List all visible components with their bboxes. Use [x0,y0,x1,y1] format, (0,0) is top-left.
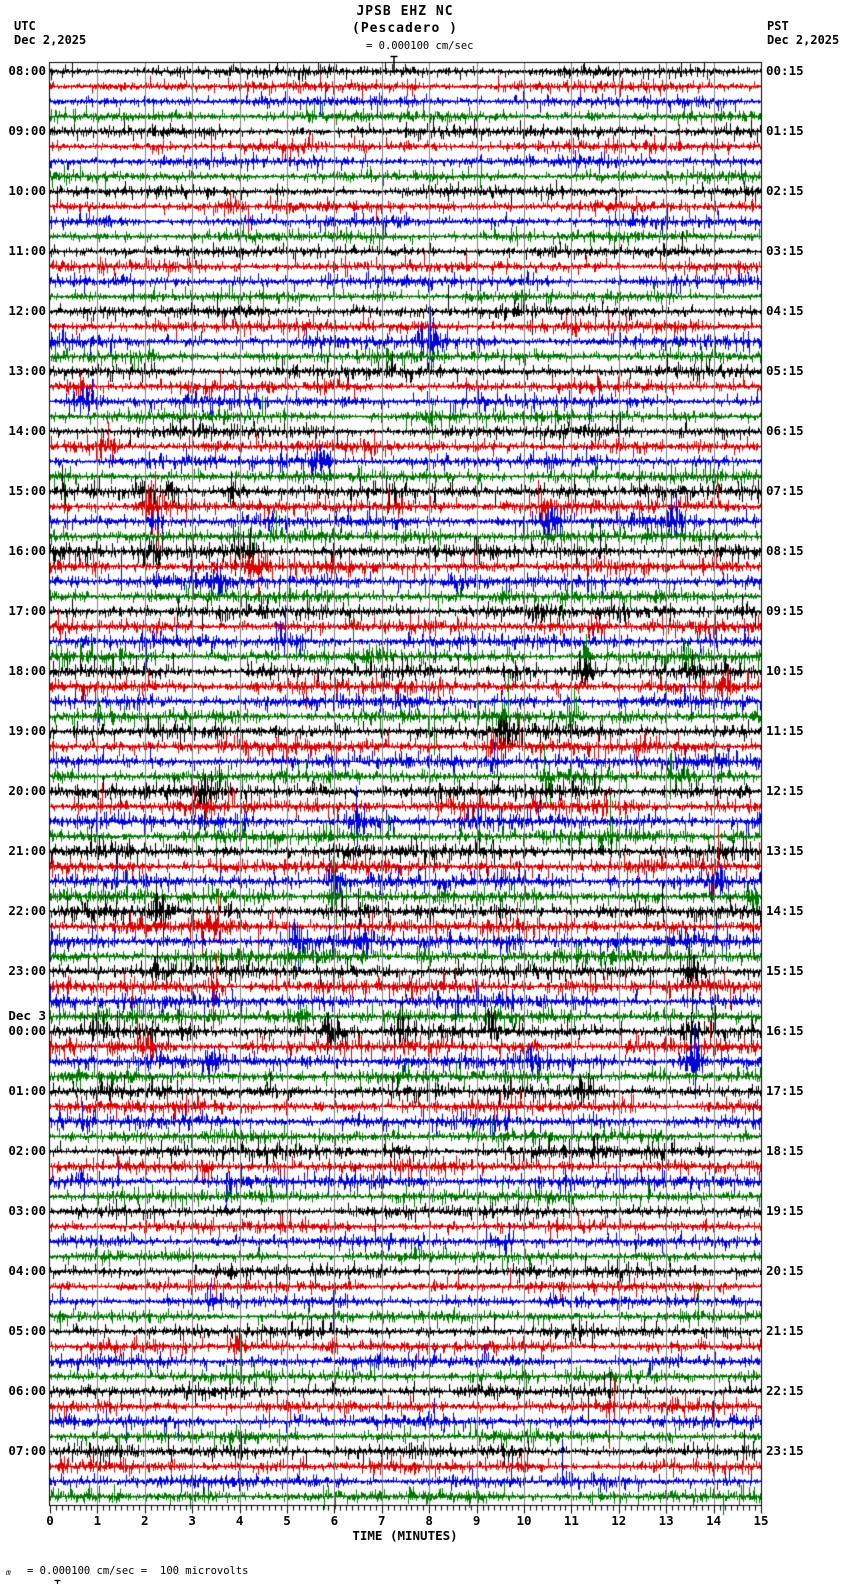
utc-hour-label: 23:00 [8,963,46,978]
pst-hour-label: 16:15 [766,1023,804,1038]
pst-hour-label: 07:15 [766,483,804,498]
x-axis-tick-label: 15 [753,1513,769,1528]
x-axis-tick-label: 1 [93,1513,102,1528]
scale-label: = 0.000100 cm/sec [366,40,474,52]
utc-hour-label: 06:00 [8,1383,46,1398]
station-subtitle: (Pescadero ) [352,21,458,36]
pst-hour-label: 18:15 [766,1143,804,1158]
x-axis-tick-label: 6 [330,1513,339,1528]
date-label: Dec 3 [8,1008,46,1023]
utc-hour-label: 16:00 [8,543,46,558]
utc-hour-label: 15:00 [8,483,46,498]
pst-hour-label: 14:15 [766,903,804,918]
utc-hour-label: 02:00 [8,1143,46,1158]
pst-hour-label: 12:15 [766,783,804,798]
utc-hour-label: 18:00 [8,663,46,678]
utc-hour-label: 12:00 [8,303,46,318]
utc-hour-label: 19:00 [8,723,46,738]
pst-hour-label: 00:15 [766,63,804,78]
pst-hour-label: 10:15 [766,663,804,678]
x-axis-tick-label: 5 [283,1513,291,1528]
utc-hour-label: 08:00 [8,63,46,78]
utc-hour-label: 20:00 [8,783,46,798]
utc-hour-label: 11:00 [8,243,46,258]
x-axis-tick-label: 11 [563,1513,579,1528]
utc-hour-label: 09:00 [8,123,46,138]
pst-hour-label: 13:15 [766,843,804,858]
pst-label: PST [767,19,789,33]
utc-hour-label: 03:00 [8,1203,46,1218]
utc-hour-label: 10:00 [8,183,46,198]
pst-hour-label: 21:15 [766,1323,804,1338]
x-axis-tick-label: 9 [472,1513,481,1528]
pst-hour-label: 02:15 [766,183,804,198]
pst-hour-label: 08:15 [766,543,804,558]
x-axis-tick-label: 0 [46,1513,54,1528]
x-axis-tick-label: 13 [658,1513,674,1528]
utc-date: Dec 2,2025 [14,33,87,47]
utc-hour-label: 04:00 [8,1263,46,1278]
utc-hour-label: 07:00 [8,1443,46,1458]
pst-hour-label: 11:15 [766,723,804,738]
x-axis-tick-label: 14 [706,1513,722,1528]
x-axis-tick-label: 3 [188,1513,196,1528]
footer-scale-value: 100 microvolts [160,1565,249,1577]
pst-hour-label: 09:15 [766,603,804,618]
utc-hour-label: 21:00 [8,843,46,858]
x-axis-tick-label: 10 [516,1513,532,1528]
utc-hour-label: 13:00 [8,363,46,378]
x-axis-tick-label: 7 [378,1513,386,1528]
pst-date: Dec 2,2025 [767,33,840,47]
utc-hour-label: 17:00 [8,603,46,618]
utc-hour-label: 01:00 [8,1083,46,1098]
x-axis-tick-label: 8 [425,1513,433,1528]
pst-hour-label: 17:15 [766,1083,804,1098]
pst-hour-label: 15:15 [766,963,804,978]
station-title: JPSB EHZ NC [356,4,454,19]
x-axis-tick-label: 12 [611,1513,627,1528]
footer-prefix: m [6,1568,11,1577]
utc-label: UTC [14,19,36,33]
pst-hour-label: 23:15 [766,1443,804,1458]
footer-scale-text: = 0.000100 cm/sec = [27,1565,148,1577]
pst-hour-label: 06:15 [766,423,804,438]
utc-hour-label: 05:00 [8,1323,46,1338]
pst-hour-label: 19:15 [766,1203,804,1218]
utc-hour-label: 22:00 [8,903,46,918]
utc-hour-label: 14:00 [8,423,46,438]
pst-hour-label: 01:15 [766,123,804,138]
utc-hour-label: 00:00 [8,1023,46,1038]
x-axis-title: TIME (MINUTES) [352,1528,458,1543]
pst-hour-label: 05:15 [766,363,804,378]
pst-hour-label: 04:15 [766,303,804,318]
pst-hour-label: 03:15 [766,243,804,258]
x-axis-tick-label: 2 [141,1513,149,1528]
x-axis-tick-label: 4 [235,1513,244,1528]
pst-hour-label: 22:15 [766,1383,804,1398]
pst-hour-label: 20:15 [766,1263,804,1278]
